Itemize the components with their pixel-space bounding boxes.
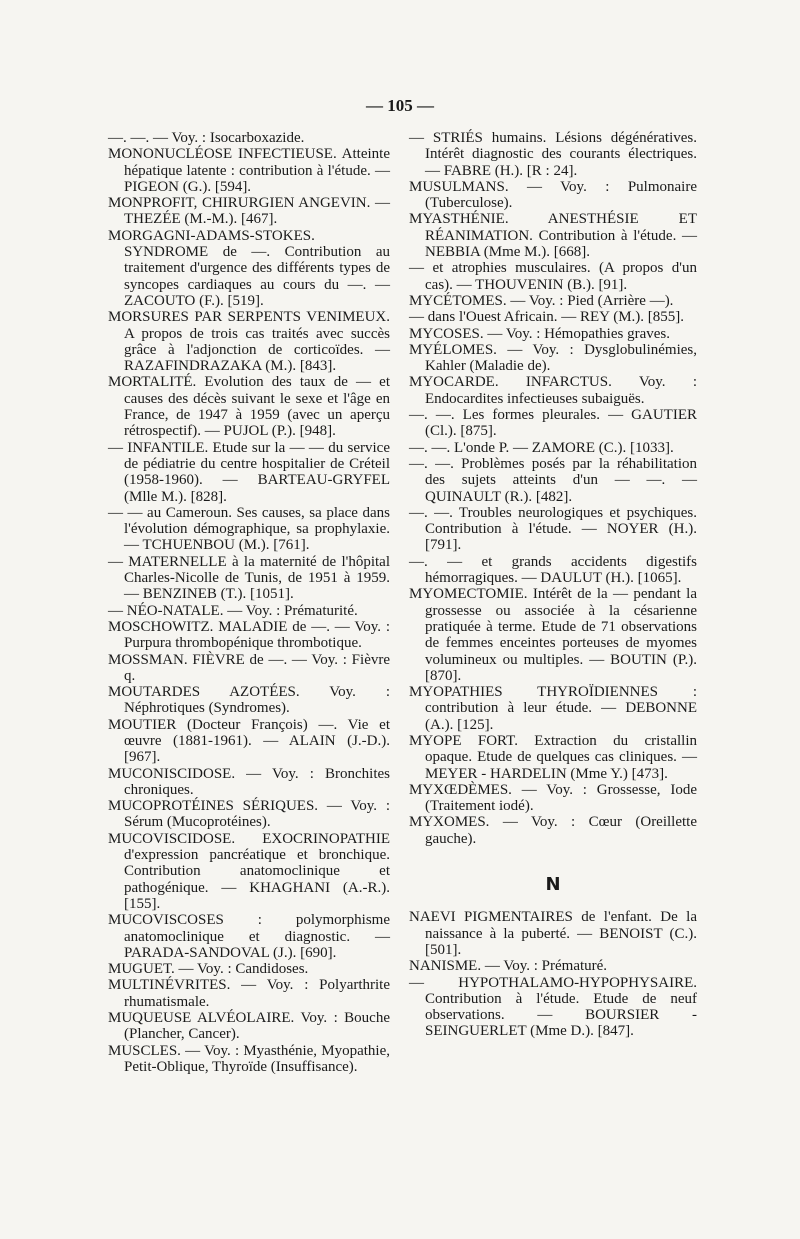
page-number: — 105 — bbox=[366, 96, 434, 115]
index-entry: MONONUCLÉOSE INFECTIEUSE. Atteinte hépatique latente : contribution à l'étude. — PIGEON (G.). [594]. bbox=[108, 146, 390, 195]
index-entry: MYOPATHIES THYROÏDIENNES : contribution à leur étude. — DEBONNE (A.). [125]. bbox=[409, 684, 697, 733]
index-entry: —. —. — Voy. : Isocarboxazide. bbox=[108, 130, 305, 146]
index-entry: MUCOPROTÉINES SÉRIQUES. — Voy. : Sérum (Mucoprotéines). bbox=[108, 798, 390, 831]
index-entry: MULTINÉVRITES. — Voy. : Polyarthrite rhumatismale. bbox=[108, 977, 390, 1010]
index-entry: MOSSMAN. FIÈVRE de —. — Voy. : Fièvre q. bbox=[108, 651, 390, 684]
index-entry: MYOCARDE. INFARCTUS. Voy. : Endocardites infectieuses subaiguës. bbox=[409, 374, 697, 407]
index-entry: MYASTHÉNIE. ANESTHÉSIE ET RÉANIMATION. Contribution à l'étude. — NEBBIA (Mme M.). [668]. bbox=[409, 211, 697, 261]
index-entry: MONPROFIT, CHIRURGIEN ANGEVIN. — THEZÉE (M.-M.). [467]. bbox=[108, 195, 390, 228]
index-entry: MUGUET. — Voy. : Candidoses. bbox=[108, 961, 309, 978]
index-entry: MYOMECTOMIE. Intérêt de la — pendant la grossesse ou associée à la césarienne pratiquée à terme. Etude de 71 observations de femmes enceintes porteuses de myomes volumineux ou multiples. — BOUTIN (P.). [870]. bbox=[409, 586, 697, 684]
index-entry: — — au Cameroun. Ses causes, sa place dans l'évolution démographique, sa prophylaxie. — TCHUENBOU (M.). [761]. bbox=[108, 504, 390, 554]
index-entry: — MATERNELLE à la maternité de l'hôpital Charles-Nicolle de Tunis, de 1951 à 1959. — BENZINEB (T.). [1051]. bbox=[108, 553, 390, 603]
index-entry: MUCOVISCOSES : polymorphisme anatomoclinique et diagnostic. — PARADA-SANDOVAL (J.). [690]. bbox=[108, 912, 390, 961]
index-entry: MUSULMANS. — Voy. : Pulmonaire (Tuberculose). bbox=[409, 178, 697, 212]
index-entry: NANISME. — Voy. : Prématuré. bbox=[409, 958, 608, 975]
index-entry: MORGAGNI-ADAMS-STOKES. SYNDROME de —. Contribution au traitement d'urgence des différents types de syncopes cardiaques au cours du —. — ZACOUTO (F.). [519]. bbox=[108, 227, 390, 309]
index-entry: — NÉO-NATALE. — Voy. : Prématurité. bbox=[108, 602, 358, 619]
index-column-right bbox=[409, 130, 697, 1040]
index-entry: —. —. L'onde P. — ZAMORE (C.). [1033]. bbox=[409, 439, 674, 456]
index-entry: MORTALITÉ. Evolution des taux de — et causes des décès suivant le sexe et l'âge en France, de 1947 à 1959 (avec un aperçu rétrospectif). — PUJOL (P.). [948]. bbox=[108, 374, 390, 440]
index-entry: MYOPE FORT. Extraction du cristallin opaque. Etude de quelques cas cliniques. — MEYER - HARDELIN (Mme Y.) [473]. bbox=[409, 732, 697, 782]
index-entry: MORSURES PAR SERPENTS VENIMEUX. A propos de trois cas traités avec succès grâce à l'adjonction de corticoïdes. — RAZAFINDRAZAKA (M.). [843]. bbox=[108, 309, 390, 375]
index-entry: MYCÉTOMES. — Voy. : Pied (Arrière —). bbox=[409, 292, 674, 309]
index-entry: —. —. Troubles neurologiques et psychiques. Contribution à l'étude. — NOYER (H.). [791]. bbox=[409, 504, 697, 554]
index-entry: NAEVI PIGMENTAIRES de l'enfant. De la naissance à la puberté. — BENOIST (C.). [501]. bbox=[409, 909, 697, 958]
section-letter-heading: N bbox=[545, 874, 561, 896]
index-entry: MUQUEUSE ALVÉOLAIRE. Voy. : Bouche (Plancher, Cancer). bbox=[108, 1010, 390, 1043]
index-entry: — STRIÉS humains. Lésions dégénératives. Intérêt diagnostic des courants électriques. — FABRE (H.). [R : 24]. bbox=[409, 130, 697, 179]
index-entry: —. —. Problèmes posés par la réhabilitation des sujets atteints d'un — —. — QUINAULT (R.). [482]. bbox=[409, 455, 697, 505]
index-entry: — INFANTILE. Etude sur la — — du service de pédiatrie du centre hospitalier de Créteil (1958-1960). — BARTEAU-GRYFEL (Mlle M.). [828]. bbox=[108, 439, 390, 505]
index-entry: MUSCLES. — Voy. : Myasthénie, Myopathie, Petit-Oblique, Thyroïde (Insuffisance). bbox=[108, 1042, 390, 1075]
index-entry: — HYPOTHALAMO-HYPOPHYSAIRE. Contribution à l'étude. Etude de neuf observations. — BOURSIER - SEINGUERLET (Mme D.). [847]. bbox=[409, 974, 697, 1040]
index-entry: —. — et grands accidents digestifs hémorragiques. — DAULUT (H.). [1065]. bbox=[409, 553, 697, 587]
index-entry: —. —. Les formes pleurales. — GAUTIER (Cl.). [875]. bbox=[409, 407, 697, 440]
index-entry: MUCOVISCIDOSE. EXOCRINOPATHIE d'expression pancréatique et bronchique. Contribution anatomoclinique et pathogénique. — KHAGHANI (A.-R.). [155]. bbox=[108, 830, 390, 912]
index-entry: MOUTARDES AZOTÉES. Voy. : Néphrotiques (Syndromes). bbox=[108, 684, 390, 717]
index-entry: — dans l'Ouest Africain. — REY (M.). [855]. bbox=[409, 309, 685, 326]
index-entry: MUCONISCIDOSE. — Voy. : Bronchites chroniques. bbox=[108, 765, 390, 798]
index-entry: MYÉLOMES. — Voy. : Dysglobulinémies, Kahler (Maladie de). bbox=[409, 341, 697, 375]
index-entry: MOUTIER (Docteur François) —. Vie et œuvre (1881-1961). — ALAIN (J.-D.). [967]. bbox=[108, 716, 390, 766]
index-entry: MYCOSES. — Voy. : Hémopathies graves. bbox=[409, 325, 670, 342]
index-entry: — et atrophies musculaires. (A propos d'un cas). — THOUVENIN (B.). [91]. bbox=[409, 260, 697, 293]
index-entry: MOSCHOWITZ. MALADIE de —. — Voy. : Purpura thrombopénique thrombotique. bbox=[108, 618, 390, 652]
index-entry: MYXOMES. — Voy. : Cœur (Oreillette gauche). bbox=[409, 814, 697, 847]
index-column-left bbox=[108, 130, 390, 1075]
index-entry: MYXŒDÈMES. — Voy. : Grossesse, Iode (Traitement iodé). bbox=[409, 781, 697, 815]
